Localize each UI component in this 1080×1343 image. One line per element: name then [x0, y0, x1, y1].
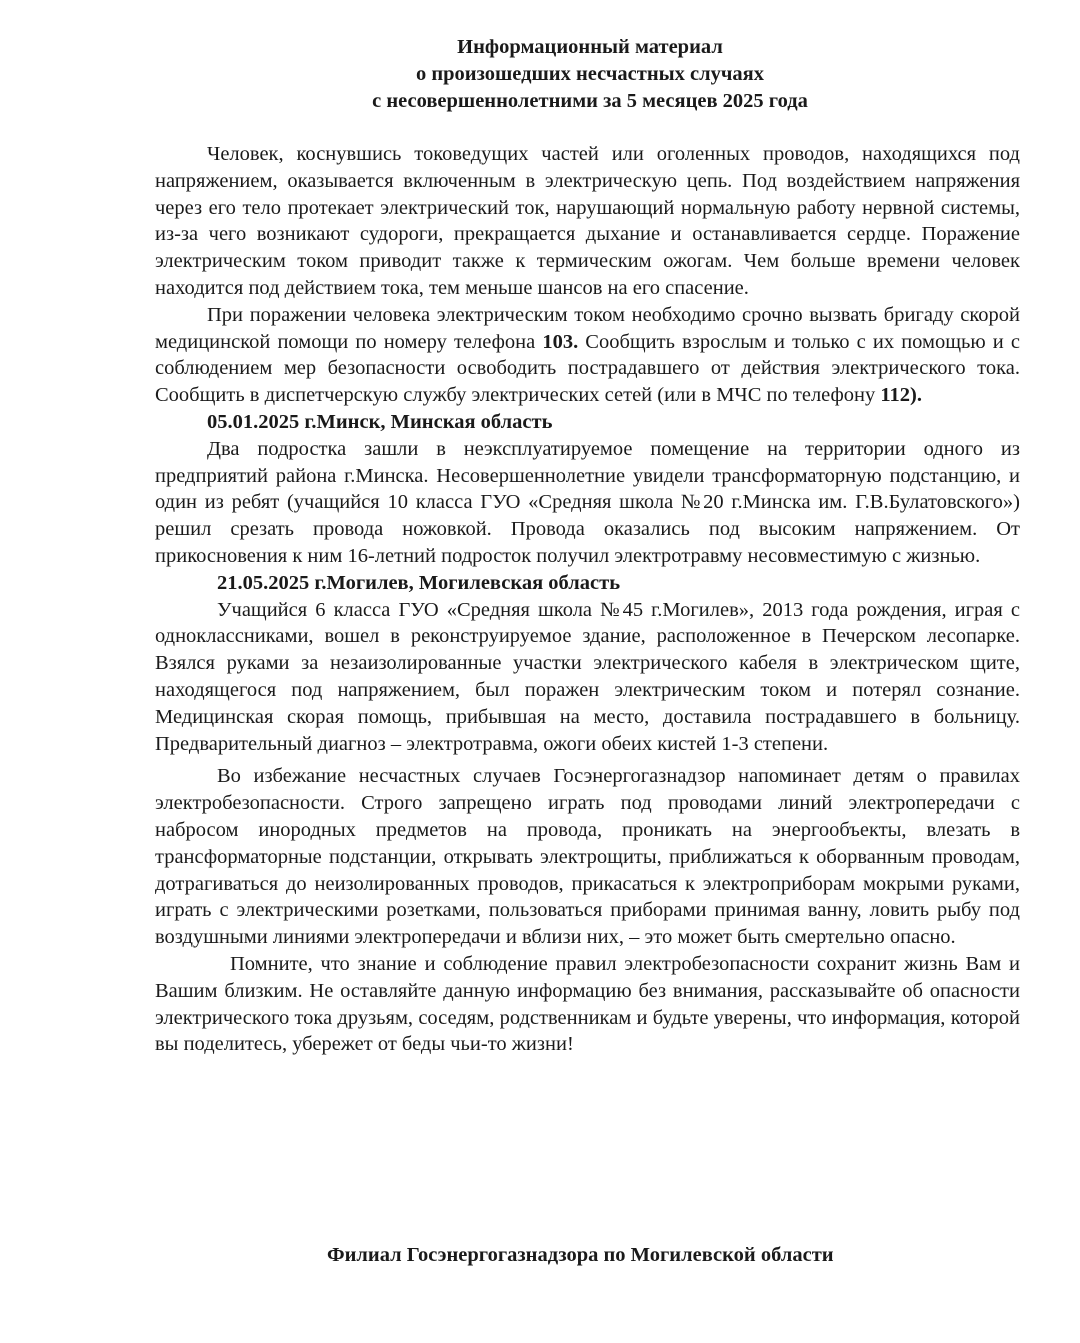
signature: Филиал Госэнергогазнадзора по Могилевской области — [327, 1244, 834, 1266]
paragraph-remember: Помните, что знание и соблюдение правил электробезопасности сохранит жизнь Вам и Вашим близким. Не оставляйте данную информацию без внимания, рассказывайте об опасности электрического тока друзьям, соседям, родственникам и будьте уверены, что информация, которой вы поделитесь, убережет от беды чьи-то жизни! — [155, 952, 1020, 1056]
title-line: о произошедших несчастных случаях — [415, 63, 765, 85]
paragraph-warning: Во избежание несчастных случаев Госэнергогазнадзор напоминает детям о правилах электробезопасности. Строго запрещено играть под проводами линий электропередачи с набросом инородных предметов на провода, проникать на энергообъекты, влезать в трансформаторные подстанции, открывать электрощиты, приближаться к оборванным проводам, дотрагиваться до неизолированных проводов, прикасаться к электроприборам мокрыми руками, играть с электрическими розетками, пользоваться приборами принимая ванну, ловить рыбу под воздушными линиями электропередачи и вблизи них, – это может быть смертельно опасно. — [155, 765, 1020, 949]
first-aid-text: При поражении человека электрическим током необходимо срочно вызвать бригаду скорой медицинской помощи по номеру телефона — [155, 303, 1020, 353]
document-body — [155, 141, 1020, 1058]
document-title — [240, 34, 940, 115]
title-line: с несовершеннолетними за 5 месяцев 2025 года — [372, 90, 808, 112]
first-aid-text: Сообщить взрослым и только с их помощью и с соблюдением мер безопасности освободить пострадавшего от действия электрического тока. Сообщить в диспетчерскую службу электрических сетей (или в МЧС по телефону — [155, 330, 1020, 407]
paragraph-electric-shock: Человек, коснувшись токоведущих частей или оголенных проводов, находящихся под напряжением, оказывается включенным в электрическую цепь. Под воздействием напряжения через его тело протекает электрический ток, нарушающий нормальную работу нервной системы, из-за чего возникают судороги, прекращается дыхание и останавливается сердце. Поражение электрическим током приводит также к термическим ожогам. Чем больше времени человек находится под действием тока, тем меньше шансов на его спасение. — [155, 143, 1020, 299]
incident-text: Два подростка зашли в неэксплуатируемое помещение на территории одного из предприятий района г.Минска. Несовершеннолетние увидели трансформаторную подстанцию, и один из ребят (учащийся 10 класса ГУО «Средняя школа №20 г.Минска им. Г.В.Булатовского») решил срезать провода ножовкой. Провода оказались под высоким напряжением. От прикосновения к ним 16-летний подросток получил электротравму несовместимую с жизнью. — [155, 437, 1020, 567]
paragraph-first-aid — [155, 302, 1020, 409]
incident-text: Учащийся 6 класса ГУО «Средняя школа №45 г.Могилев», 2013 года рождения, играя с одноклассниками, вошел в реконструируемое здание, расположенное в Печерском лесопарке. Взялся руками за незаизолированные участки электрического кабеля в электрическом щите, находящегося под напряжением, был поражен электрическим током и потерял сознание. Медицинская скорая помощь, прибывшая на место, доставила пострадавшего в больницу. Предварительный диагноз – электротравма, ожоги обеих кистей 1-3 степени. — [155, 598, 1020, 755]
title-line: Информационный материал — [457, 36, 723, 58]
phone-emergency: 112). — [880, 384, 922, 407]
phone-ambulance: 103. — [542, 330, 579, 353]
incident-heading: 21.05.2025 г.Могилев, Могилевская область — [217, 571, 621, 594]
incident-heading: 05.01.2025 г.Минск, Минская область — [207, 410, 553, 433]
